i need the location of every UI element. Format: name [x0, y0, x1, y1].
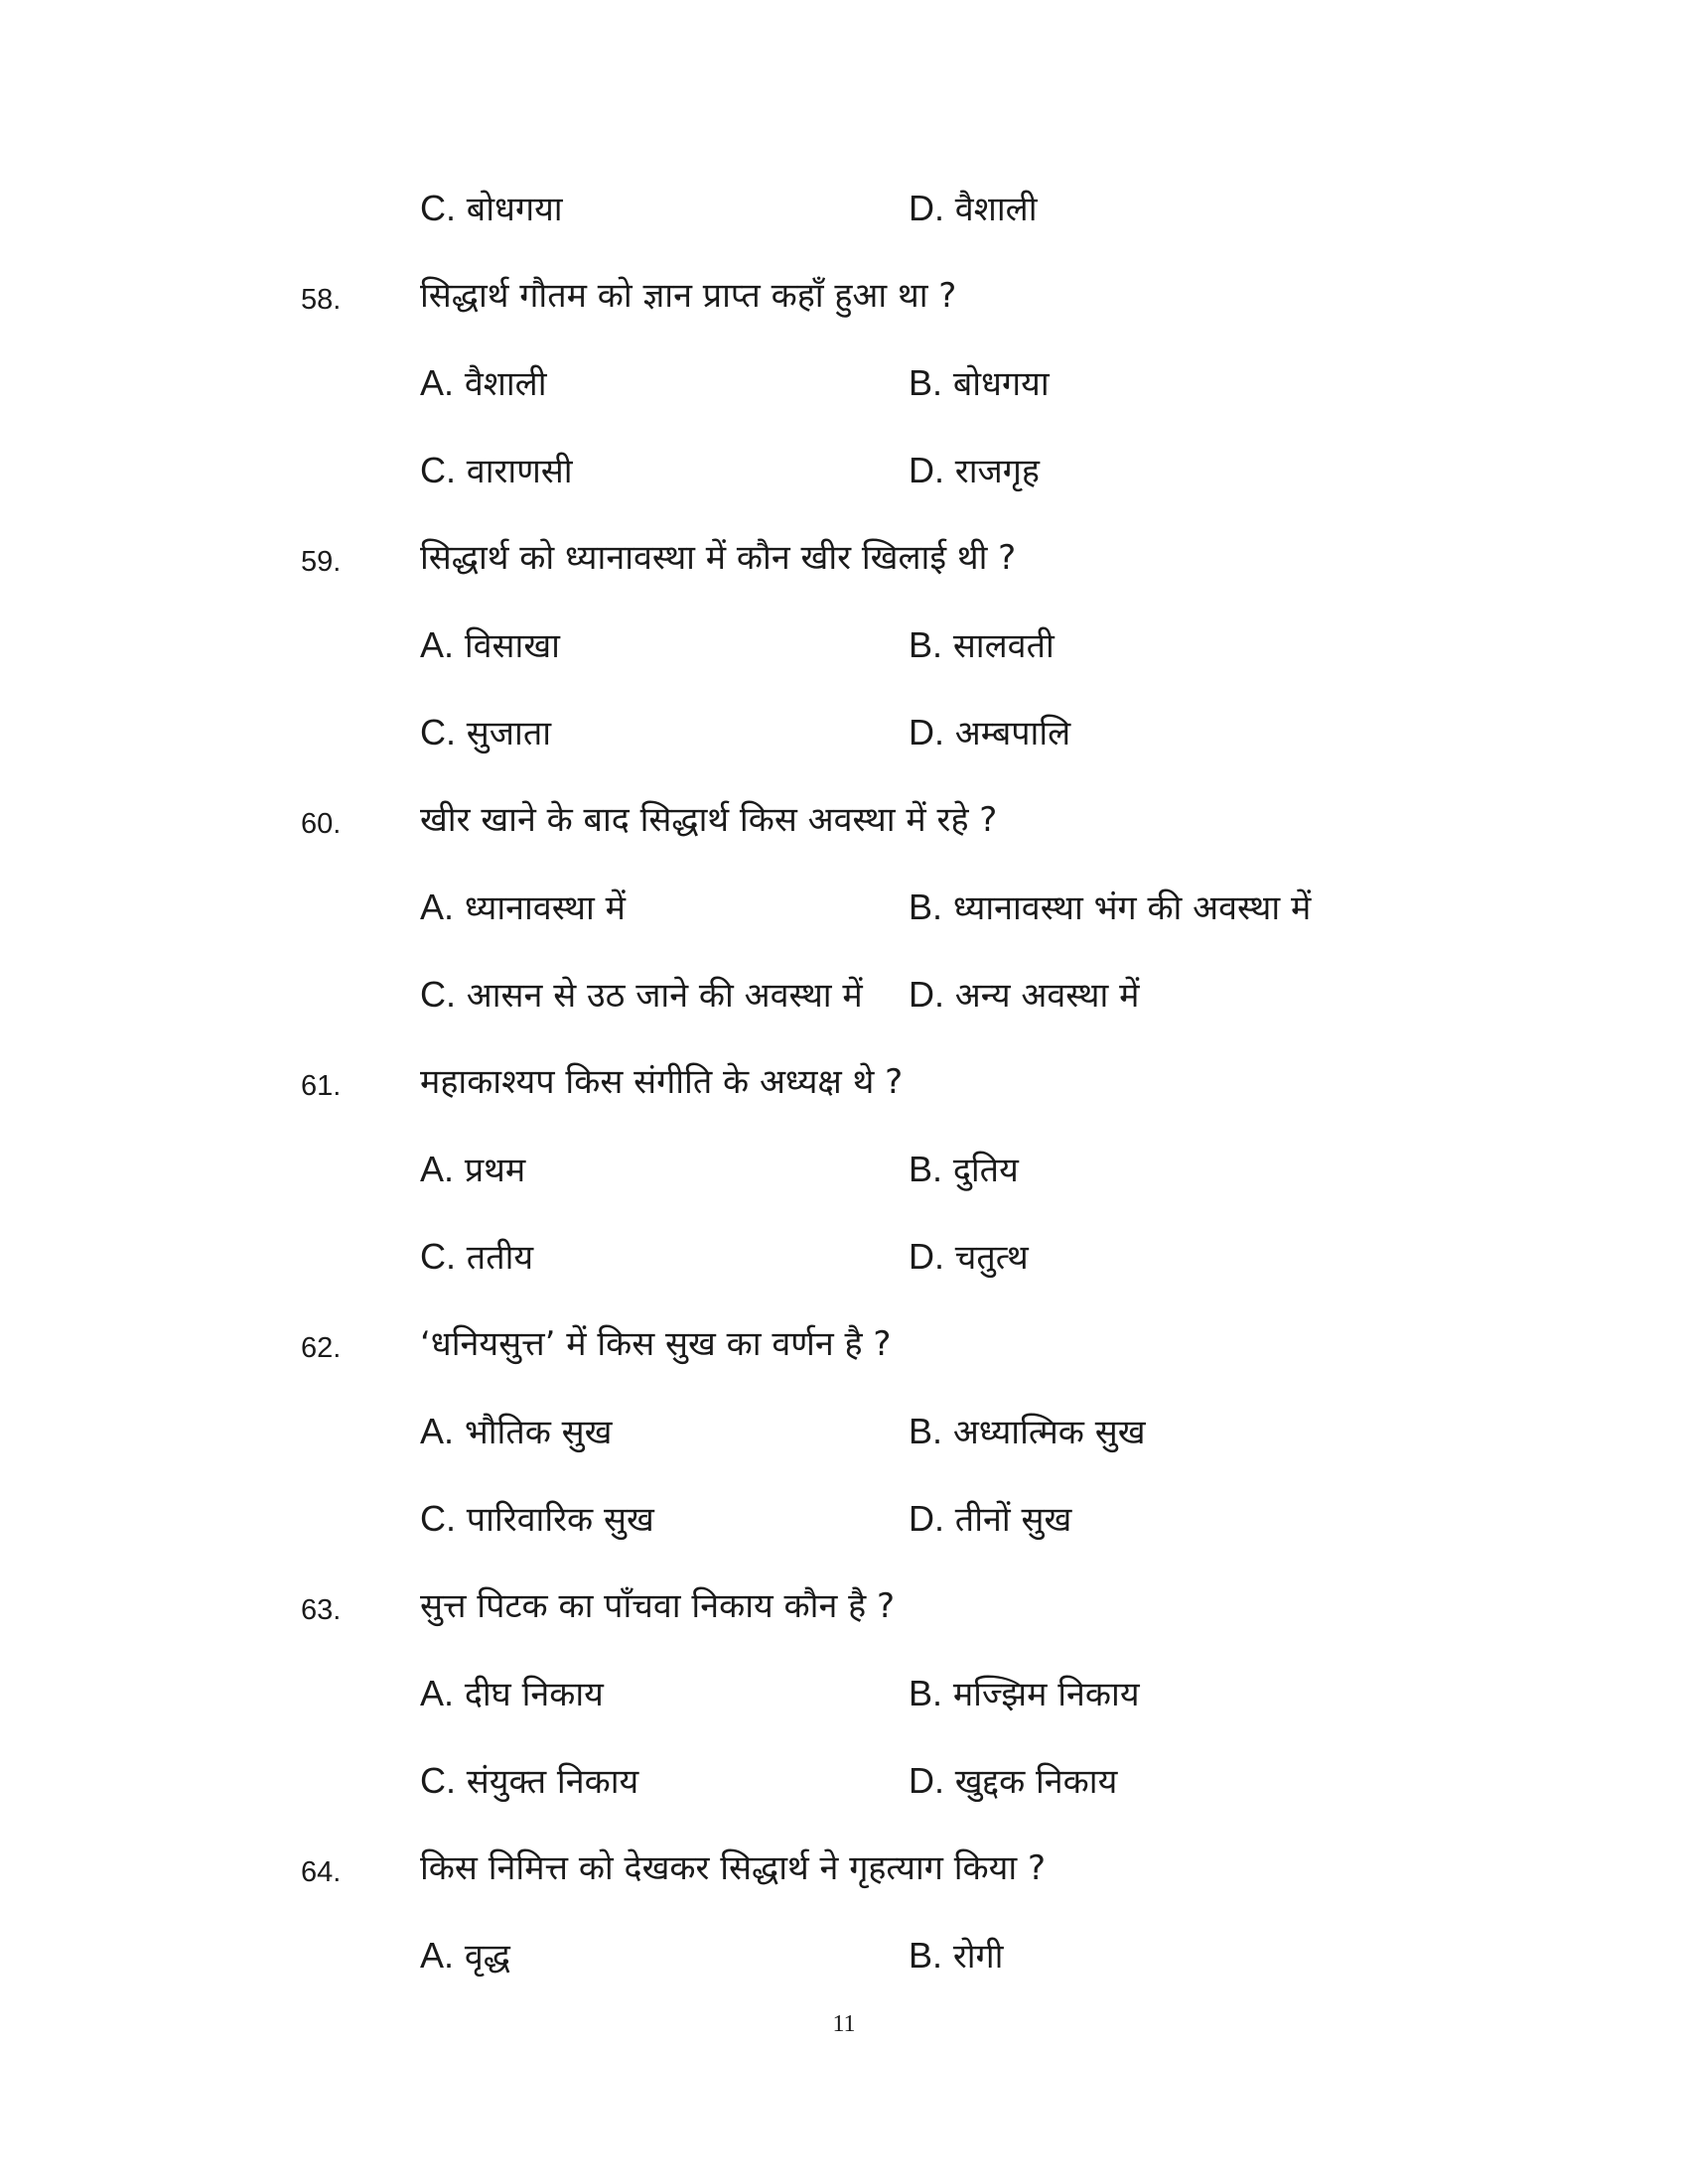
option-letter: C.: [420, 1498, 456, 1539]
question-row: [0, 1839, 1688, 1898]
option-letter: D.: [909, 712, 944, 752]
option-letter: C.: [420, 1236, 456, 1277]
option-right: [909, 884, 1311, 932]
option-letter: D.: [909, 450, 944, 490]
option-text: पारिवारिक सुख: [456, 1500, 654, 1540]
options-row: [0, 179, 1688, 238]
question-number: 60.: [301, 808, 342, 840]
option-letter: A.: [420, 1935, 455, 1976]
options-row: [0, 1664, 1688, 1723]
option-letter: A.: [420, 1411, 455, 1451]
options-row: [0, 1751, 1688, 1811]
option-letter: D.: [909, 974, 944, 1015]
options-row: [0, 878, 1688, 937]
question-number: 62.: [301, 1332, 342, 1364]
option-right: [909, 1932, 1003, 1980]
option-letter: B.: [909, 1149, 943, 1189]
question-number: 63.: [301, 1594, 342, 1626]
question-text: किस निमित्त को देखकर सिद्धार्थ ने गृहत्याग किया ?: [420, 1848, 1047, 1888]
option-letter: A.: [420, 1673, 455, 1713]
option-text: ध्यानावस्था में: [454, 888, 626, 928]
option-right: [909, 359, 1050, 408]
option-text: ध्यानावस्था भंग की अवस्था में: [942, 888, 1312, 928]
option-text: सुजाता: [456, 714, 552, 753]
option-left: [420, 1932, 510, 1980]
option-text: वैशाली: [944, 190, 1038, 229]
option-text: आसन से उठ जाने की अवस्था में: [456, 976, 863, 1016]
option-text: खुद्दक निकाय: [944, 1762, 1118, 1802]
option-text: अम्बपालि: [944, 714, 1071, 753]
option-left: [420, 1233, 533, 1282]
option-right: [909, 1495, 1071, 1544]
option-letter: B.: [909, 1935, 943, 1976]
option-left: [420, 1670, 604, 1718]
options-row: [0, 353, 1688, 413]
option-letter: B.: [909, 362, 943, 403]
option-text: संयुक्त निकाय: [456, 1762, 639, 1802]
option-text: दुतिय: [942, 1151, 1019, 1190]
option-letter: C.: [420, 1760, 456, 1801]
options-row: [0, 1489, 1688, 1549]
option-text: मज्झिम निकाय: [942, 1675, 1140, 1714]
option-letter: A.: [420, 1149, 455, 1189]
option-letter: D.: [909, 1760, 944, 1801]
option-left: [420, 185, 563, 233]
option-letter: D.: [909, 1498, 944, 1539]
options-row: [0, 1402, 1688, 1461]
option-left: [420, 1757, 638, 1806]
option-right: [909, 971, 1139, 1020]
options-row: [0, 615, 1688, 675]
option-text: राजगृह: [944, 452, 1040, 491]
option-right: [909, 447, 1040, 495]
option-text: दीघ निकाय: [454, 1675, 604, 1714]
question-text: ‘धनियसुत्त’ में किस सुख का वर्णन है ?: [420, 1324, 892, 1364]
options-row: [0, 1140, 1688, 1199]
option-right: [909, 1670, 1140, 1718]
question-number: 64.: [301, 1856, 342, 1888]
question-row: [0, 1576, 1688, 1636]
question-row: [0, 266, 1688, 326]
question-number: 58.: [301, 284, 342, 316]
option-left: [420, 1495, 654, 1544]
question-number: 59.: [301, 546, 342, 578]
option-letter: B.: [909, 1673, 943, 1713]
option-letter: C.: [420, 450, 456, 490]
question-text: सिद्धार्थ को ध्यानावस्था में कौन खीर खिलाई थी ?: [420, 538, 1017, 578]
option-left: [420, 621, 560, 670]
page-number: 11: [832, 2011, 856, 2037]
option-right: [909, 1757, 1117, 1806]
question-row: [0, 1052, 1688, 1112]
question-text: खीर खाने के बाद सिद्धार्थ किस अवस्था में रहे ?: [420, 800, 998, 840]
option-text: ततीय: [456, 1238, 534, 1278]
option-right: [909, 1146, 1019, 1194]
options-row: [0, 965, 1688, 1024]
option-letter: C.: [420, 974, 456, 1015]
option-text: तीनों सुख: [944, 1500, 1072, 1540]
options-row: [0, 703, 1688, 762]
question-row: [0, 528, 1688, 588]
question-row: [0, 790, 1688, 850]
option-letter: D.: [909, 188, 944, 228]
question-number: 61.: [301, 1070, 342, 1102]
option-letter: A.: [420, 887, 455, 927]
option-text: भौतिक सुख: [454, 1413, 613, 1452]
option-letter: A.: [420, 624, 455, 665]
options-row: [0, 441, 1688, 500]
option-letter: C.: [420, 712, 456, 752]
option-text: चतुत्थ: [944, 1238, 1029, 1278]
option-text: बोधगया: [942, 364, 1050, 404]
option-text: वैशाली: [454, 364, 547, 404]
option-right: [909, 1408, 1146, 1456]
option-text: सालवती: [942, 626, 1055, 666]
option-letter: C.: [420, 188, 456, 228]
option-right: [909, 709, 1070, 757]
option-left: [420, 359, 547, 408]
option-text: अध्यात्मिक सुख: [942, 1413, 1146, 1452]
option-text: बोधगया: [456, 190, 563, 229]
option-left: [420, 1146, 525, 1194]
option-left: [420, 971, 863, 1020]
option-left: [420, 884, 626, 932]
options-row: [0, 1926, 1688, 1985]
option-left: [420, 447, 573, 495]
question-text: सिद्धार्थ गौतम को ज्ञान प्राप्त कहाँ हुआ था ?: [420, 276, 957, 316]
option-letter: B.: [909, 887, 943, 927]
question-text: महाकाश्यप किस संगीति के अध्यक्ष थे ?: [420, 1062, 904, 1102]
option-text: विसाखा: [454, 626, 560, 666]
option-text: अन्य अवस्था में: [944, 976, 1140, 1016]
option-left: [420, 709, 551, 757]
option-letter: B.: [909, 1411, 943, 1451]
option-letter: D.: [909, 1236, 944, 1277]
option-letter: B.: [909, 624, 943, 665]
question-text: सुत्त पिटक का पाँचवा निकाय कौन है ?: [420, 1586, 896, 1626]
option-text: वाराणसी: [456, 452, 573, 491]
question-row: [0, 1314, 1688, 1374]
option-right: [909, 1233, 1029, 1282]
option-right: [909, 185, 1038, 233]
option-letter: A.: [420, 362, 455, 403]
option-text: वृद्ध: [454, 1937, 510, 1977]
option-right: [909, 621, 1055, 670]
option-text: रोगी: [942, 1937, 1004, 1977]
option-left: [420, 1408, 612, 1456]
option-text: प्रथम: [454, 1151, 526, 1190]
options-row: [0, 1227, 1688, 1287]
